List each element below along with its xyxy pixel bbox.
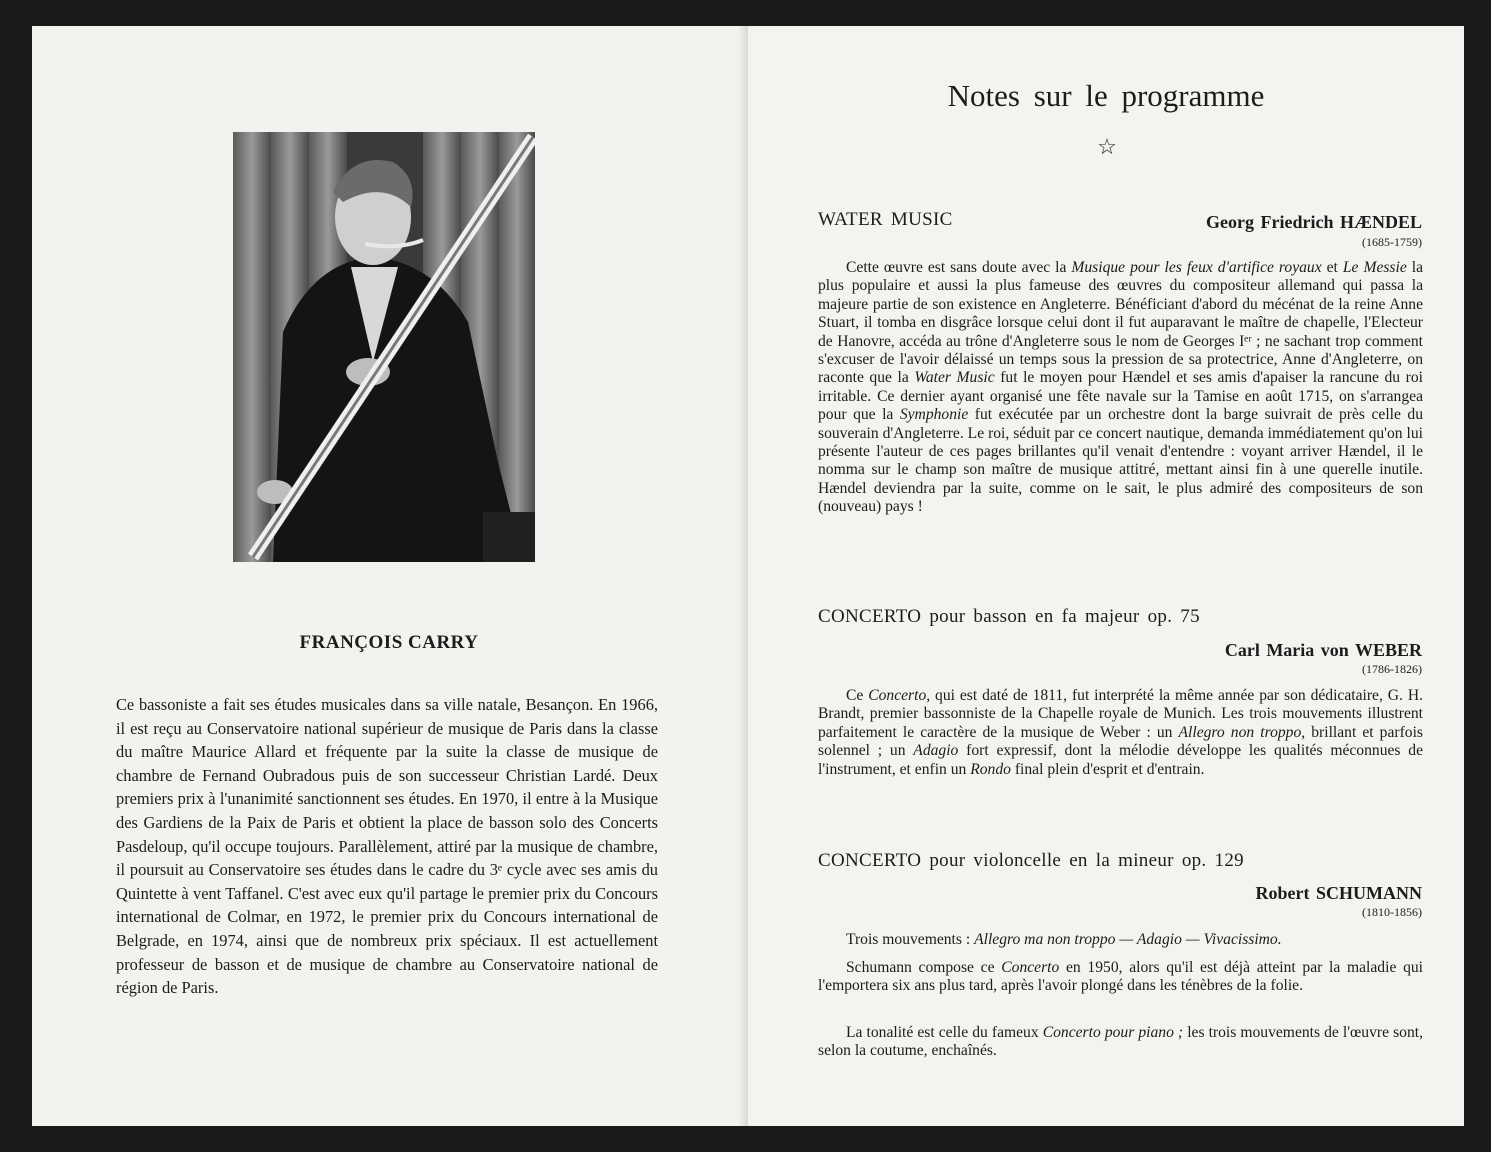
programme-note bbox=[818, 931, 1423, 949]
left-page bbox=[32, 26, 746, 1126]
note-italic: Allegro ma non troppo — Adagio — Vivacissimo. bbox=[974, 931, 1282, 948]
note-text: et bbox=[1321, 259, 1343, 276]
composer-dates: (1685-1759) bbox=[1362, 235, 1422, 249]
composer-name: Carl Maria von WEBER bbox=[1224, 640, 1422, 660]
note-italic: Water Music bbox=[914, 369, 995, 387]
note-text: les trois mouvements de l'œuvre sont, selon la coutume, enchaînés. bbox=[818, 1024, 1423, 1060]
note-text: final plein d'esprit et d'entrain. bbox=[1010, 760, 1205, 778]
note-italic: Concerto bbox=[1001, 959, 1060, 976]
note-text: la plus populaire et aussi la plus fameuse des œuvres du compositeur allemand qui passa la majeure partie de son existence en Angleterre. Bénéficiant d'abord du mécénat de la reine Anne Stuart, il tomba en disgrâce lorsque celui dont il fut auparavant le maître de chapelle, l'Electeur de Hanovre, accéda au trône d'Angleterre sous le nom de Georges Iᵉʳ ; ne sachant trop comment s'excuser de l'avoir délaissé un temps sous la pression de sa protectrice, Anne d'Angleterre, on raconte que la bbox=[818, 259, 1424, 387]
note-text: fut exécutée par un orchestre dont la barge suivrait de près celle du souverain d'Angleterre. Le roi, séduit par ce concert nautique, demanda immédiatement qu'on lui présente l'auteur de ces pages brillantes qu'il venait d'entendre : voyant arriver Hændel, il le nomma sur le champ son maître de musique attitré, mettant ainsi fin à une querelle inutile. Hændel deviendra par la suite, comme on le sait, le plus admiré des compositeurs de son (nouveau) pays ! bbox=[818, 406, 1423, 516]
performer-biography: Ce bassoniste a fait ses études musicales dans sa ville natale, Besançon. En 1966, il est reçu au Conservatoire national supérieur de musique de Paris dans la classe du maître Maurice Allard et fréquente par la suite la classe de musique de chambre de Fernand Oubradous puis de son successeur Christian Lardé. Deux premiers prix à l'unanimité sanctionnent ses études. En 1970, il entre à la Musique des Gardiens de la Paix de Paris et obtient la place de basson solo des Concerts Pasdeloup, qu'il occupe toujours. Parallèlement, attiré par la musique de chambre, il poursuit au Conservatoire ses études dans le cadre du 3ᵉ cycle avec ses amis du Quintette à vent Taffanel. C'est avec eux qu'il partage le premier prix du Concours international de Colmar, en 1972, le premier prix du Concours international de Belgrade, en 1974, ainsi que de nombreux prix spéciaux. Il est actuellement professeur de basson et de musique de chambre au Conservatoire national de région de Paris. bbox=[116, 695, 658, 998]
work-title: WATER MUSIC bbox=[818, 209, 953, 230]
right-page bbox=[748, 26, 1464, 1126]
note-italic: Adagio bbox=[913, 742, 959, 760]
star-icon: ☆ bbox=[1097, 134, 1117, 159]
note-text: Schumann compose ce bbox=[846, 959, 1002, 976]
note-italic: Musique pour les feux d'artifice royaux bbox=[1071, 259, 1322, 276]
programme-note bbox=[818, 1024, 1423, 1061]
note-italic: Rondo bbox=[970, 760, 1011, 778]
note-text: Trois mouvements : bbox=[846, 931, 975, 948]
note-text: brillant et parfois solennel ; un bbox=[818, 723, 1423, 760]
booklet-spread bbox=[32, 26, 1464, 1126]
note-italic: Symphonie bbox=[899, 406, 969, 424]
composer-name: Georg Friedrich HÆNDEL bbox=[1206, 212, 1422, 232]
note-text: fort expressif, dont la mélodie développe les qualités méconnues de l'instrument, et enfin un bbox=[818, 742, 1424, 778]
note-text: en 1950, alors qu'il est déjà atteint par la maladie qui l'emportera six ans plus tard, après l'avoir plongé dans les ténèbres de la folie. bbox=[818, 959, 1423, 995]
programme-note bbox=[818, 687, 1423, 779]
composer-name: Robert SCHUMANN bbox=[1255, 883, 1422, 903]
photo-icon bbox=[233, 132, 535, 562]
note-text: Cette œuvre est sans doute avec la bbox=[846, 259, 1072, 276]
note-italic: Allegro non troppo, bbox=[1178, 723, 1306, 741]
composer-dates: (1810-1856) bbox=[1362, 905, 1422, 919]
note-text: Ce bbox=[846, 687, 869, 704]
performer-name: FRANÇOIS CARRY bbox=[299, 632, 479, 653]
programme-note bbox=[818, 259, 1423, 517]
note-italic: Le Messie bbox=[1342, 259, 1407, 276]
note-text: qui est daté de 1811, fut interprété la même année par son dédicataire, G. H. Brandt, premier bassonniste de la Chapelle royale de Munich. Les trois mouvements illustrent parfaitement le caractère de la musique de Weber : un bbox=[818, 687, 1423, 741]
note-text: fut le moyen pour Hændel et ses amis d'apaiser la rancune du roi irritable. Ce dernier ayant organisé une fête navale sur la Tamise en août 1715, on s'arrangea pour que la bbox=[818, 369, 1423, 424]
work-title: CONCERTO pour basson en fa majeur op. 75 bbox=[818, 606, 1200, 627]
note-text: La tonalité est celle du fameux bbox=[846, 1024, 1043, 1041]
note-italic: Concerto, bbox=[868, 687, 931, 704]
page-title: Notes sur le programme bbox=[947, 78, 1265, 113]
work-title: CONCERTO pour violoncelle en la mineur op. 129 bbox=[818, 850, 1244, 871]
composer-dates: (1786-1826) bbox=[1362, 662, 1422, 676]
programme-note bbox=[818, 959, 1423, 996]
note-italic: Concerto pour piano ; bbox=[1042, 1024, 1184, 1041]
performer-photo bbox=[233, 132, 535, 562]
